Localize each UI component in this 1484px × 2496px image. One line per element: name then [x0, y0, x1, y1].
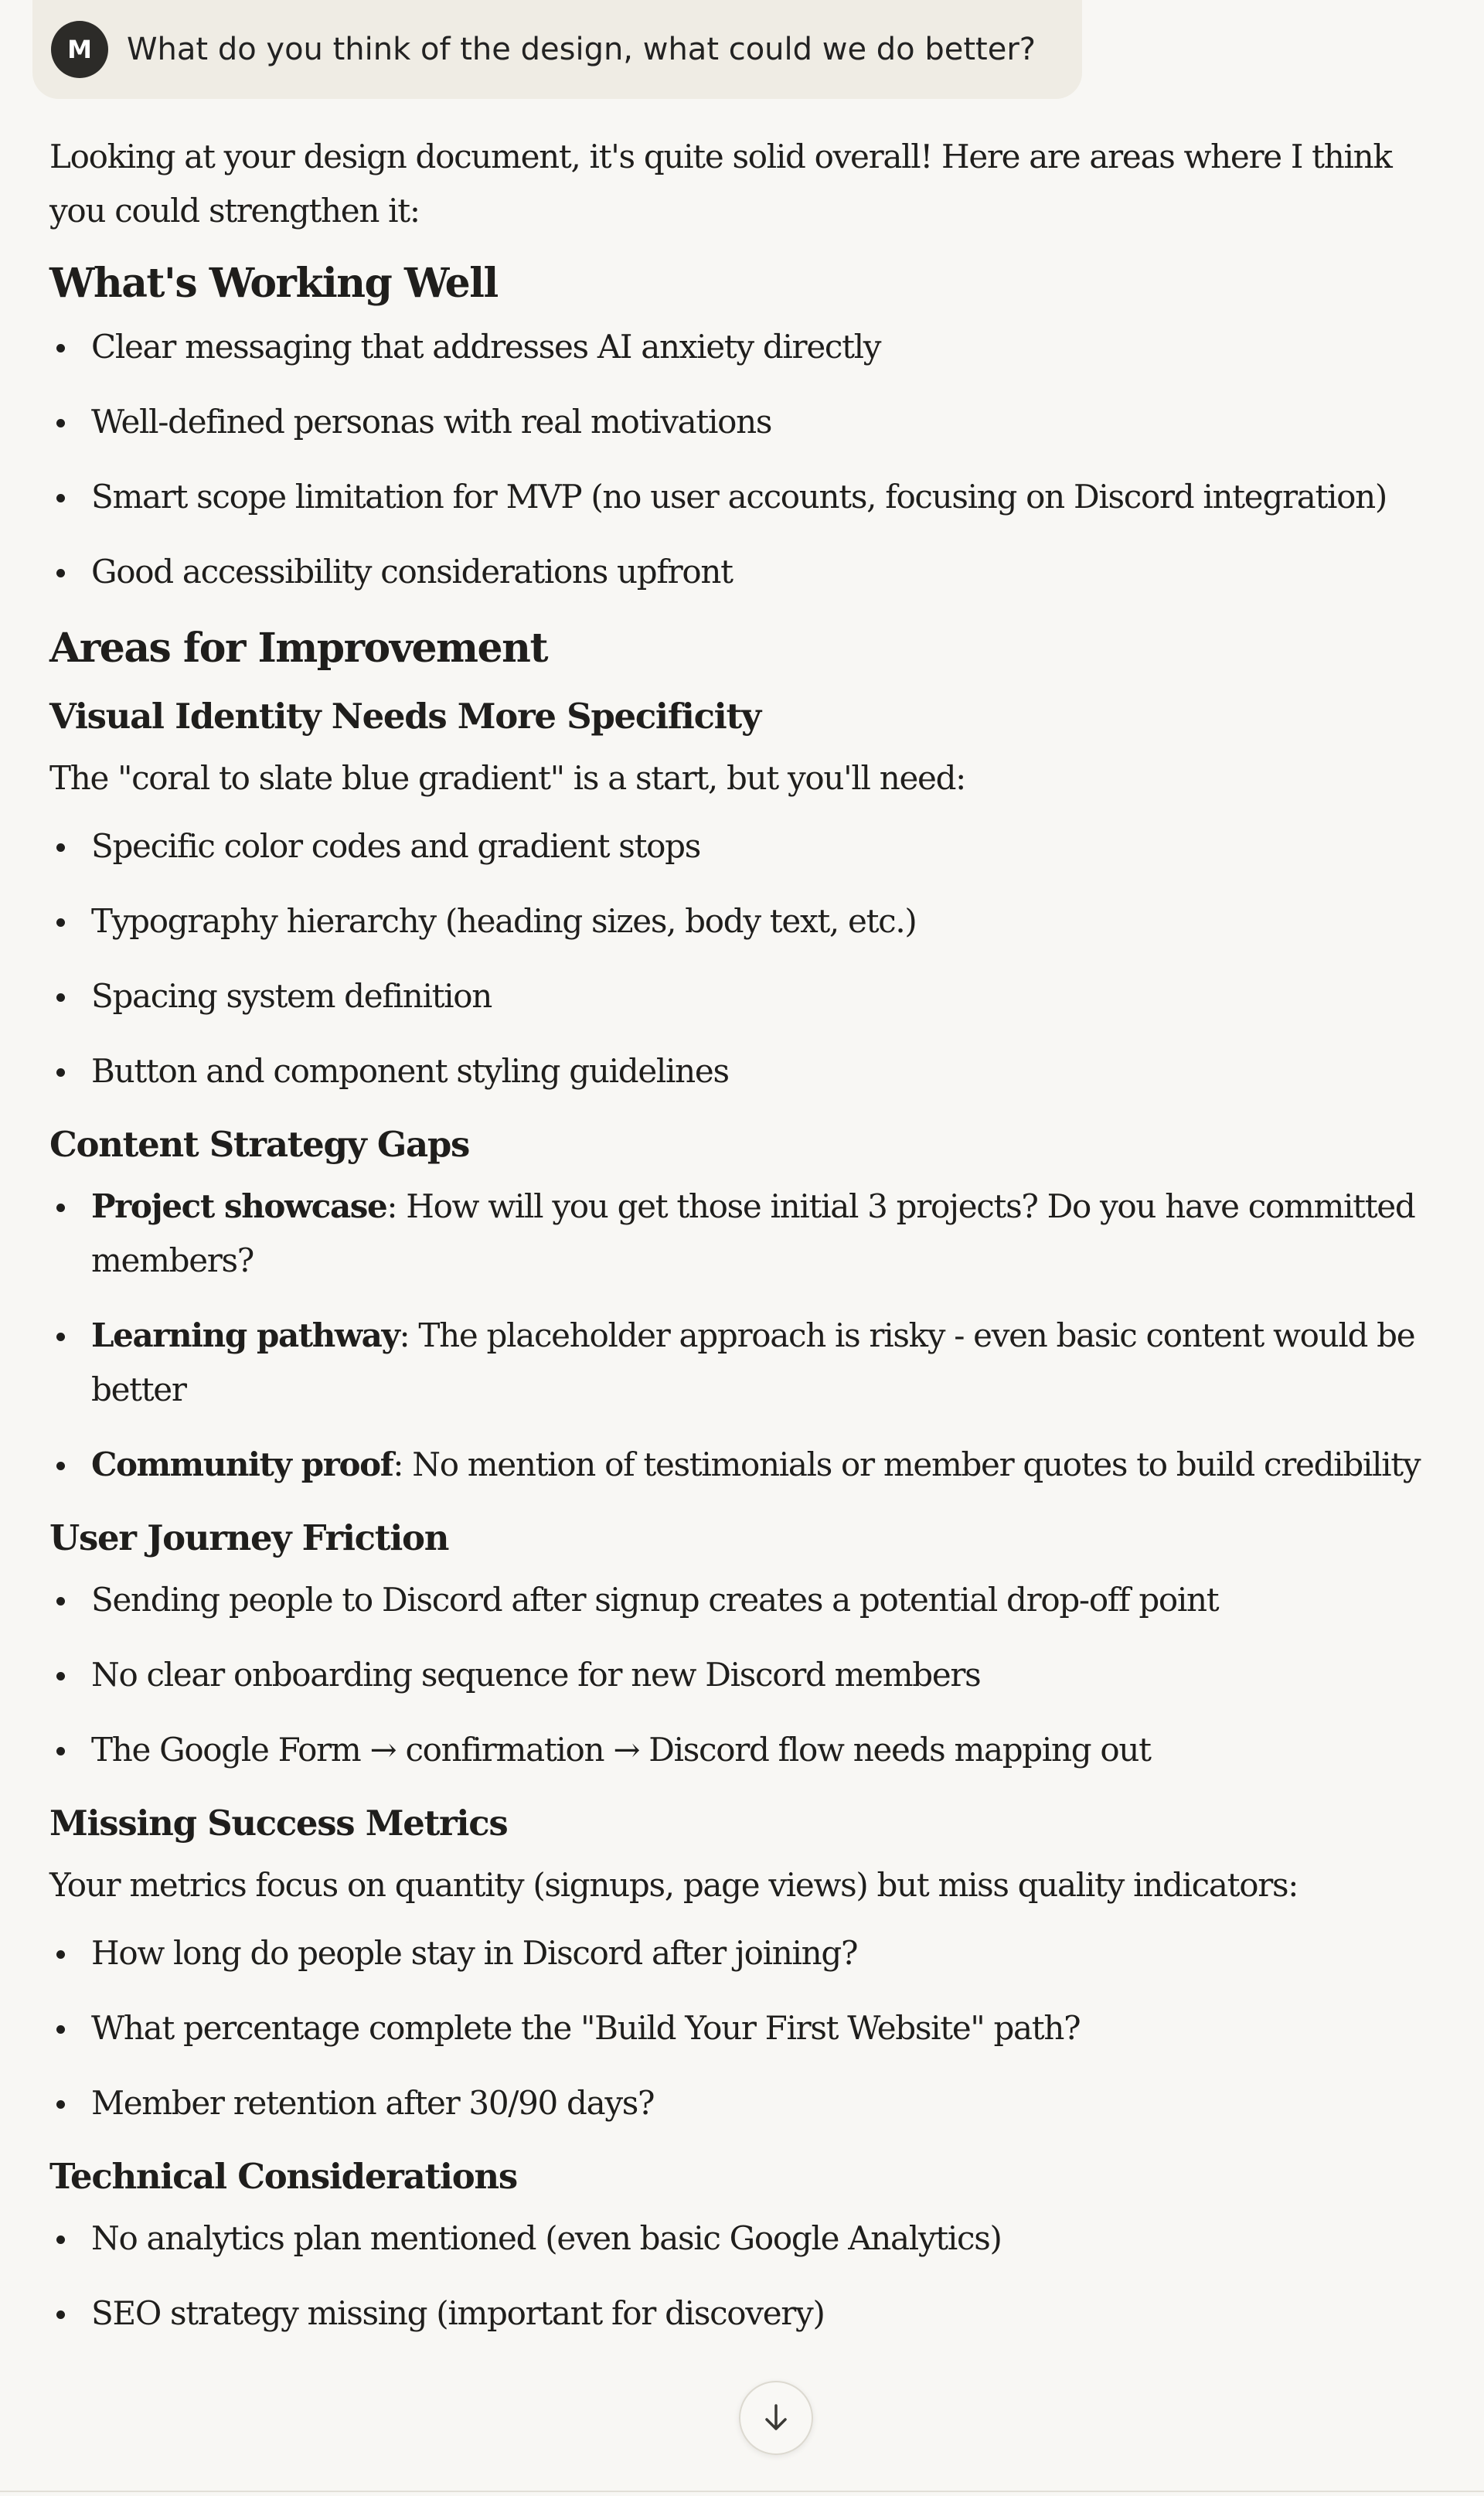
heading-areas-for-improvement: Areas for Improvement: [49, 625, 547, 672]
heading-visual-identity: Visual Identity Needs More Specificity: [49, 696, 761, 737]
list-item: [49, 1180, 1433, 1288]
user-message-text: What do you think of the design, what could we do better?: [127, 32, 1036, 67]
list-item: The Google Form → confirmation → Discord flow needs mapping out: [49, 1723, 1433, 1777]
list-item: Spacing system definition: [49, 969, 1433, 1023]
visual-identity-list: [49, 819, 1433, 1098]
list-item: Sending people to Discord after signup creates a potential drop-off point: [49, 1573, 1433, 1627]
list-item: Button and component styling guidelines: [49, 1044, 1433, 1098]
divider: [0, 2491, 1484, 2492]
heading-user-journey-friction: User Journey Friction: [49, 1517, 449, 1558]
list-item: No clear onboarding sequence for new Discord members: [49, 1648, 1433, 1702]
arrow-down-icon: [763, 2402, 789, 2433]
user-message-bubble: [32, 0, 1082, 99]
list-item: How long do people stay in Discord after joining?: [49, 1926, 1433, 1980]
list-item: Good accessibility considerations upfront: [49, 545, 1433, 599]
list-item-term: Community proof: [91, 1446, 393, 1483]
heading-technical-considerations: Technical Considerations: [49, 2156, 517, 2197]
visual-identity-intro: The "coral to slate blue gradient" is a start, but you'll need:: [49, 759, 966, 797]
user-avatar[interactable]: M: [51, 21, 108, 78]
list-item-term: Project showcase: [91, 1187, 387, 1225]
list-item: Member retention after 30/90 days?: [49, 2076, 1433, 2130]
list-item: [49, 1309, 1433, 1417]
list-item: Typography hierarchy (heading sizes, body text, etc.): [49, 894, 1433, 948]
list-item: Clear messaging that addresses AI anxiety directly: [49, 320, 1433, 374]
list-item: [49, 1438, 1433, 1492]
working-well-list: [49, 320, 1433, 599]
list-item: Specific color codes and gradient stops: [49, 819, 1433, 873]
assistant-response: [49, 130, 1433, 2361]
response-intro: Looking at your design document, it's quite solid overall! Here are areas where I think you could strengthen it:: [49, 138, 1392, 230]
list-item-text: : No mention of testimonials or member quotes to build credibility: [393, 1446, 1421, 1483]
list-item: SEO strategy missing (important for discovery): [49, 2287, 1433, 2341]
success-metrics-intro: Your metrics focus on quantity (signups, page views) but miss quality indicators:: [49, 1866, 1298, 1904]
list-item-text: : How will you get those initial 3 projects? Do you have committed members?: [91, 1187, 1415, 1279]
heading-working-well: What's Working Well: [49, 260, 498, 307]
technical-list: [49, 2212, 1433, 2341]
list-item: Well-defined personas with real motivations: [49, 395, 1433, 449]
list-item: Smart scope limitation for MVP (no user accounts, focusing on Discord integration): [49, 470, 1433, 524]
list-item-text: : The placeholder approach is risky - even basic content would be better: [91, 1316, 1415, 1408]
scroll-to-bottom-button[interactable]: [739, 2381, 813, 2455]
heading-missing-success-metrics: Missing Success Metrics: [49, 1803, 508, 1844]
journey-friction-list: [49, 1573, 1433, 1777]
list-item: No analytics plan mentioned (even basic Google Analytics): [49, 2212, 1433, 2266]
list-item: What percentage complete the "Build Your First Website" path?: [49, 2001, 1433, 2055]
success-metrics-list: [49, 1926, 1433, 2130]
list-item-term: Learning pathway: [91, 1316, 400, 1354]
heading-content-strategy-gaps: Content Strategy Gaps: [49, 1124, 470, 1165]
content-gaps-list: [49, 1180, 1433, 1492]
